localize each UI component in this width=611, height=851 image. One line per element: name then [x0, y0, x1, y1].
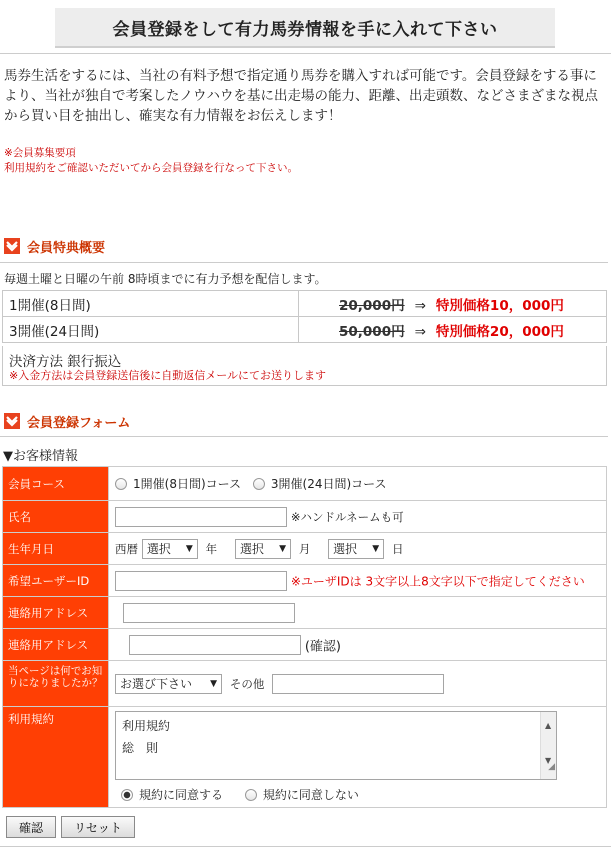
era-label: 西暦	[115, 541, 138, 556]
name-field	[109, 501, 607, 533]
form-buttons	[6, 816, 135, 838]
userid-note: ※ユーザIDは 3文字以上8文字以下で指定してください	[290, 574, 585, 588]
scroll-down-icon[interactable]: ▼	[545, 756, 552, 765]
email-field	[109, 597, 607, 629]
benefits-intro: 毎週土曜と日曜の午前 8時頃までに有力予想を配信します。	[4, 272, 327, 286]
course-radio-1[interactable]	[115, 478, 127, 490]
chevron-down-icon: ▼	[210, 678, 217, 689]
referral-other-input[interactable]	[272, 674, 444, 694]
referral-field	[109, 661, 607, 707]
agree-radio[interactable]	[121, 789, 133, 801]
disagree-label: 規約に同意しない	[262, 788, 359, 802]
reset-button[interactable]: リセット	[61, 816, 135, 838]
price-table	[2, 290, 607, 343]
chevron-down-icon	[4, 413, 20, 429]
form-row	[3, 501, 607, 533]
email-confirm-label: 連絡用アドレス	[3, 629, 109, 661]
email-confirm-field	[109, 629, 607, 661]
birth-field	[109, 533, 607, 565]
divider	[0, 436, 608, 437]
form-heading	[4, 410, 608, 432]
day-select[interactable]	[328, 539, 384, 559]
table-row	[3, 317, 607, 343]
day-label: 日	[391, 541, 404, 556]
terms-textarea[interactable]	[115, 711, 557, 780]
form-row	[3, 597, 607, 629]
birth-label: 生年月日	[3, 533, 109, 565]
benefits-title: 会員特典概要	[27, 240, 106, 256]
plan-price	[299, 291, 607, 317]
day-select-value: 選択	[333, 542, 358, 556]
old-price: 50,000円	[339, 323, 405, 340]
customer-info-heading: ▼お客様情報	[3, 449, 78, 464]
arrow-icon: ⇒	[414, 297, 426, 314]
year-select-value: 選択	[146, 542, 171, 556]
referral-other-label: その他	[229, 676, 265, 691]
agree-row	[115, 786, 600, 803]
plan-name: 1開催(8日間)	[3, 291, 299, 317]
special-price: 特別価格20，000円	[435, 323, 564, 340]
form-row	[3, 707, 607, 808]
payment-note: ※入金方法は会員登録送信後に自動返信メールにてお送りします	[9, 369, 326, 382]
page-hero	[55, 8, 555, 48]
name-note: ※ハンドルネームも可	[290, 509, 404, 524]
payment-box	[2, 346, 607, 386]
divider	[0, 53, 611, 54]
course-field	[109, 467, 607, 501]
userid-input[interactable]	[115, 571, 287, 591]
notes-title: ※会員募集要項	[4, 147, 76, 159]
name-input[interactable]	[115, 507, 287, 527]
month-select[interactable]	[235, 539, 291, 559]
chevron-down-icon: ▼	[185, 543, 193, 554]
course-radio-2[interactable]	[253, 478, 265, 490]
email-label: 連絡用アドレス	[3, 597, 109, 629]
userid-field	[109, 565, 607, 597]
scroll-up-icon[interactable]: ▲	[545, 721, 552, 730]
agree-label: 規約に同意する	[139, 788, 224, 802]
notes	[4, 146, 604, 176]
form-row	[3, 467, 607, 501]
year-select[interactable]	[142, 539, 198, 559]
resize-grip-icon[interactable]: ◢	[548, 762, 555, 772]
course-option-2: 3開催(24日間)コース	[270, 477, 387, 491]
chevron-down-icon: ▼	[372, 543, 380, 554]
confirm-button[interactable]: 確認	[6, 816, 56, 838]
intro-text: 馬券生活をするには、当社の有料予想で指定通り馬券を購入すれば可能です。会員登録をする事により、当社が独自で考案したノウハウを基に出走場の能力、距離、出走頭数、などさまざまな視点から買い目を抽出し、確実な有力情報をお伝えします！	[4, 68, 598, 124]
email-input[interactable]	[123, 603, 295, 623]
referral-label: 当ページは何でお知りになりましたか？	[3, 661, 109, 707]
table-row	[3, 291, 607, 317]
email-confirm-note: (確認)	[304, 639, 341, 654]
arrow-icon: ⇒	[414, 323, 426, 340]
year-label: 年	[205, 541, 218, 556]
referral-select[interactable]	[115, 674, 222, 694]
divider	[0, 262, 608, 263]
form-row	[3, 661, 607, 707]
chevron-down-icon: ▼	[279, 543, 286, 554]
form-row	[3, 533, 607, 565]
month-label: 月	[298, 541, 311, 556]
payment-method: 決済方法 銀行振込	[9, 354, 122, 370]
plan-price	[299, 317, 607, 343]
terms-label: 利用規約	[3, 707, 109, 808]
email-confirm-input[interactable]	[129, 635, 301, 655]
terms-line: 利用規約	[122, 719, 171, 733]
form-title: 会員登録フォーム	[27, 415, 131, 431]
divider	[0, 846, 611, 847]
month-select-value: 選択	[239, 542, 264, 556]
terms-line: 総 則	[122, 741, 159, 755]
terms-field	[109, 707, 607, 808]
benefits-heading	[4, 235, 608, 257]
notes-text: 利用規約をご確認いただいてから会員登録を行なって下さい。	[4, 162, 298, 174]
disagree-radio[interactable]	[245, 789, 257, 801]
course-label: 会員コース	[3, 467, 109, 501]
form-row	[3, 565, 607, 597]
chevron-down-icon	[4, 238, 20, 254]
name-label: 氏名	[3, 501, 109, 533]
course-option-1: 1開催(8日間)コース	[133, 477, 242, 491]
special-price: 特別価格10，000円	[435, 297, 564, 314]
userid-label: 希望ユーザーID	[3, 565, 109, 597]
old-price: 20,000円	[339, 297, 405, 314]
registration-form	[2, 466, 607, 808]
page-title: 会員登録をして有力馬券情報を手に入れて下さい	[112, 19, 498, 40]
referral-select-value: お選び下さい	[120, 677, 193, 691]
form-row	[3, 629, 607, 661]
plan-name: 3開催(24日間)	[3, 317, 299, 343]
